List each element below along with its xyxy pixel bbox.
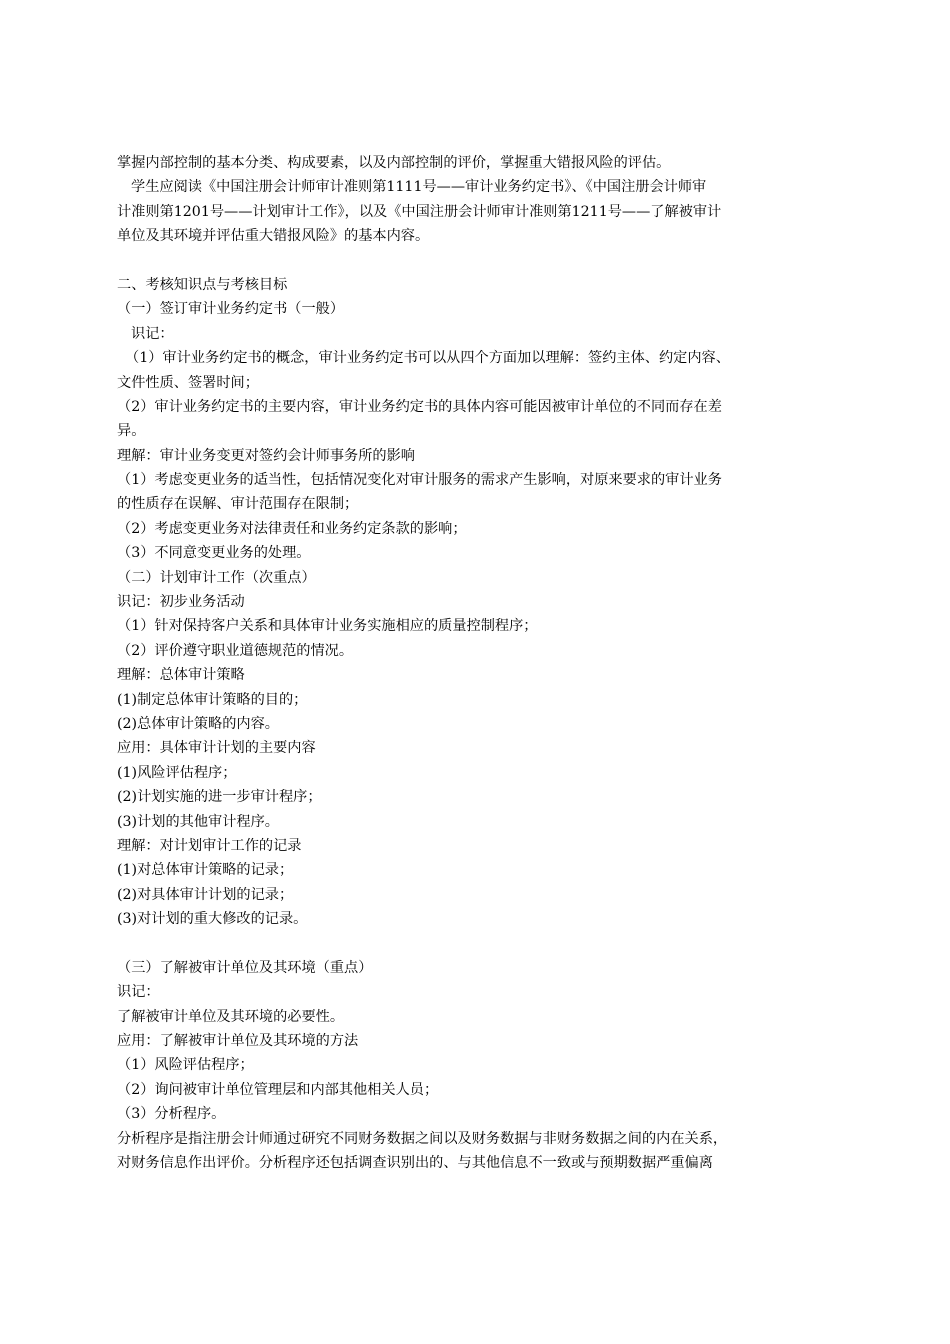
list-item: （3）不同意变更业务的处理。 <box>117 545 311 562</box>
list-item: (2)总体审计策略的内容。 <box>117 715 279 732</box>
list-item: （1）考虑变更业务的适当性，包括情况变化对审计服务的需求产生影响，对原来要求的审计业务 <box>117 472 722 489</box>
list-item: (2)计划实施的进一步审计程序； <box>117 789 322 806</box>
paragraph-line: 对财务信息作出评价。分析程序还包括调查识别出的、与其他信息不一致或与预期数据严重偏离 <box>117 1155 713 1172</box>
list-item: （3）分析程序。 <box>117 1106 226 1123</box>
document-body <box>117 151 839 1175</box>
paragraph-line: 学生应阅读《中国注册会计师审计准则第1111号——审计业务约定书》、《中国注册会计师审 <box>131 179 707 196</box>
paragraph-line: 掌握内部控制的基本分类、构成要素，以及内部控制的评价，掌握重大错报风险的评估。 <box>117 155 671 171</box>
list-item: (1)制定总体审计策略的目的； <box>117 691 308 708</box>
paragraph-line: 计准则第1201号——计划审计工作》，以及《中国注册会计师审计准则第1211号——了解被审计 <box>117 203 722 220</box>
list-item: (1)风险评估程序； <box>117 764 237 781</box>
list-item: (2)对具体审计计划的记录； <box>117 886 294 903</box>
blank-line <box>117 249 839 273</box>
paragraph-line: 异。 <box>117 423 146 440</box>
blank-line <box>117 932 839 956</box>
paragraph-line: 了解被审计单位及其环境的必要性。 <box>117 1008 345 1025</box>
paragraph-line: 文件性质、签署时间； <box>117 374 259 391</box>
paragraph-line: 识记： <box>117 984 160 1001</box>
paragraph-line: 理解：审计业务变更对签约会计师事务所的影响 <box>117 447 415 464</box>
paragraph-line: 识记： <box>131 325 174 342</box>
list-item: （2）考虑变更业务对法律责任和业务约定条款的影响； <box>117 520 467 537</box>
paragraph-line: 应用：了解被审计单位及其环境的方法 <box>117 1033 359 1050</box>
subsection-heading: （三）了解被审计单位及其环境（重点） <box>117 959 373 976</box>
subsection-heading: （一）签订审计业务约定书（一般） <box>117 301 345 318</box>
paragraph-line: 识记：初步业务活动 <box>117 594 245 611</box>
list-item: (3)对计划的重大修改的记录。 <box>117 911 308 928</box>
list-item: （1）风险评估程序； <box>117 1057 254 1074</box>
section-heading: 二、考核知识点与考核目标 <box>117 276 288 293</box>
paragraph-line: 理解：总体审计策略 <box>117 667 245 684</box>
list-item: （2）评价遵守职业道德规范的情况。 <box>117 642 354 659</box>
paragraph-line: 单位及其环境并评估重大错报风险》的基本内容。 <box>117 228 430 245</box>
paragraph-line: 应用：具体审计计划的主要内容 <box>117 740 316 757</box>
list-item: （1）审计业务约定书的概念，审计业务约定书可以从四个方面加以理解：签约主体、约定内容、 <box>125 350 730 367</box>
paragraph-line: 的性质存在误解、审计范围存在限制； <box>117 496 359 513</box>
list-item: （2）审计业务约定书的主要内容，审计业务约定书的具体内容可能因被审计单位的不同而存在差 <box>117 398 722 415</box>
list-item: （2）询问被审计单位管理层和内部其他相关人员； <box>117 1081 439 1098</box>
list-item: (3)计划的其他审计程序。 <box>117 813 279 830</box>
paragraph-line: 理解：对计划审计工作的记录 <box>117 837 302 854</box>
list-item: (1)对总体审计策略的记录； <box>117 862 294 879</box>
subsection-heading: （二）计划审计工作（次重点） <box>117 569 316 586</box>
paragraph-line: 分析程序是指注册会计师通过研究不同财务数据之间以及财务数据与非财务数据之间的内在关系， <box>117 1130 728 1147</box>
list-item: （1）针对保持客户关系和具体审计业务实施相应的质量控制程序； <box>117 618 538 635</box>
